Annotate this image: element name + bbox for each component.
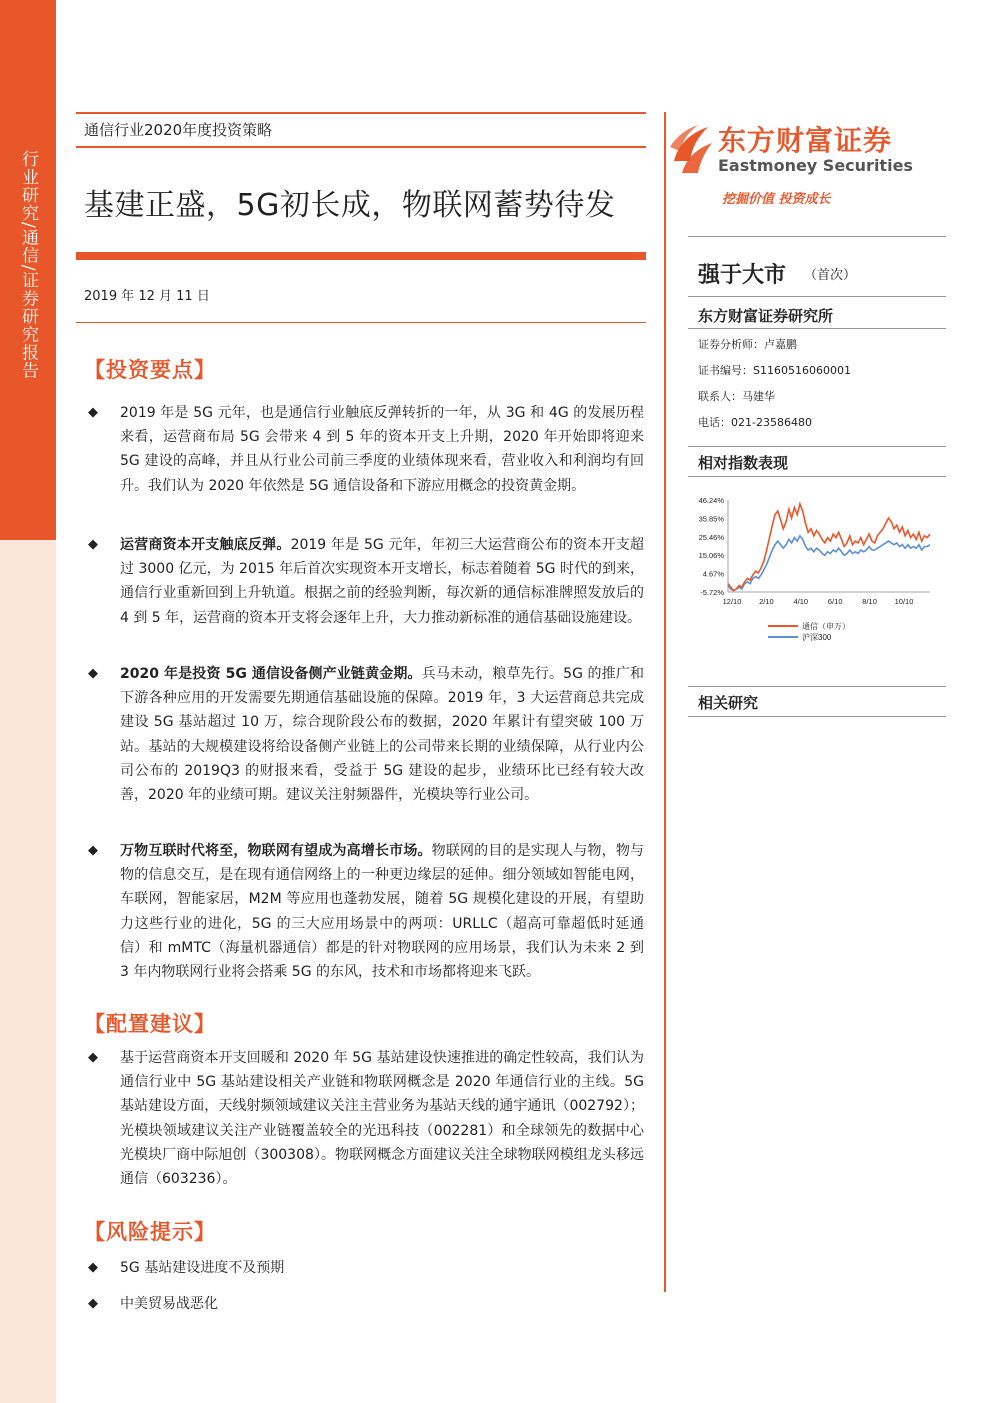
brand-name-en: Eastmoney Securities [718,156,913,175]
column-divider [664,112,666,1292]
contact-name: 联系人：马建华 [698,390,775,403]
phone-number: 电话：021-23586480 [698,416,812,429]
risk-item: 5G 基站建设进度不及预期 [120,1260,285,1276]
header-top-rule [76,112,646,114]
x-tick-label: 10/10 [894,597,914,606]
date-rule [76,322,646,323]
y-tick-label: 25.46% [698,532,724,542]
legend-label: 通信（申万） [802,622,850,631]
x-tick-label: 6/10 [827,597,843,606]
bullet-diamond-icon: ◆ [88,843,98,858]
side-rule [688,476,946,477]
rating-label: 强于大市 [698,263,787,288]
point-paragraph: 2020 年是投资 5G 通信设备侧产业链黄金期。兵马未动，粮草先行。5G 的推广和下游各种应用的开发需要先期通信基础设施的保障。2019 年，3 大运营商总共完成建设 5G 基站超过 10 万，综合现阶段公布的数据，2020 年累计有望突破 100 万站。基站的大规模建设将给设备侧产业链上的公司带来长期的业绩保障，从行业内公司公布的 2019Q3 的财报来看，受益于 5G 建设的起步，业绩环比已经有较大改善，2020 年的业绩可期。建议关注射频器件，光模块等行业公司。 [120,666,644,804]
y-tick-label: -5.72% [700,588,724,597]
bullet-diamond-icon: ◆ [88,405,98,420]
header-rule [76,146,646,148]
side-rule [688,328,946,329]
side-rule [688,686,946,687]
section-invest-points: 【投资要点】 [84,358,216,382]
y-tick-label: 46.24% [698,496,724,505]
section-allocation: 【配置建议】 [84,1012,216,1036]
cert-number: 证书编号：S1160516060001 [698,364,851,377]
title-underbar [76,252,646,260]
chart-section-title: 相对指数表现 [698,454,789,472]
allocation-paragraph: 基于运营商资本开支回暖和 2020 年 5G 基站建设快速推进的确定性较高，我们认为通信行业中 5G 基站建设相关产业链和物联网概念是 2020 年通信行业的主线。5G 基站建设方面，天线射频领域建议关注主营业务为基站天线的通宇通讯（002792）；光模块领域建议关注产业链覆盖较全的光迅科技（002281）和全球领先的数据中心光模块厂商中际旭创（300308）。物联网概念方面建议关注全球物联网模组龙头移远通信（603236）。 [120,1050,644,1188]
x-tick-label: 8/10 [862,597,877,606]
bullet-diamond-icon: ◆ [88,666,98,681]
bullet-diamond-icon: ◆ [88,1050,98,1065]
bullet-diamond-icon: ◆ [88,537,98,552]
brand-name-cn: 东方财富证券 [718,124,893,157]
rating-note: （首次） [804,268,857,283]
x-tick-label: 2/10 [759,597,774,606]
relative-index-chart [688,488,948,648]
point-paragraph: 万物互联时代将至，物联网有望成为高增长市场。物联网的目的是实现人与物，物与物的信息交互，是在现有通信网络上的一种更边缘层的延伸。细分领域如智能电网，车联网，智能家居，M2M 等应用也蓬勃发展，随着 5G 规模化建设的开展，有望助力这些行业的进化，5G 的三大应用场景中的两项：URLLC（超高可靠超低时延通信）和 mMTC（海量机器通信）都是的针对物联网的应用场景，我们认为未来 2 到 3 年内物联网行业将会搭乘 5G 的东风，技术和市场都将迎来飞跃。 [120,843,645,981]
point-paragraph: 运营商资本开支触底反弹。2019 年是 5G 元年，年初三大运营商公布的资本开支超过 3000 亿元，为 2015 年后首次实现资本开支增长，标志着随着 5G 时代的到来，通信行业重新回到上升轨道。根据之前的经验判断，每次新的通信标准牌照发放后的 4 到 5 年，运营商的资本开支将会逐年上升，大力推动新标准的通信基础设施建设。 [120,537,645,626]
page-title: 基建正盛，5G初长成，物联网蓄势待发 [84,188,616,223]
analyst-name: 证券分析师：卢嘉鹏 [698,338,797,351]
related-research-title: 相关研究 [698,694,759,712]
side-rule [688,446,946,447]
bullet-diamond-icon: ◆ [88,1260,98,1275]
institute-name: 东方财富证券研究所 [698,307,834,325]
y-tick-label: 15.06% [698,551,724,561]
point-paragraph: 2019 年是 5G 元年，也是通信行业触底反弹转折的一年，从 3G 和 4G 的发展历程来看，运营商布局 5G 会带来 4 到 5 年的资本开支上升期，2020 年开始即将迎来 5G 建设的高峰，并且从行业公司前三季度的业绩体现来看，营业收入和利润均有回升。我们认为 2020 年依然是 5G 通信设备和下游应用概念的投资黄金期。 [120,405,644,494]
risk-item: 中美贸易战恶化 [120,1296,218,1312]
series-line [728,536,930,591]
report-category-label: 行业研究/通信/证券研究报告 [18,150,38,380]
side-rule [688,296,946,297]
series-title: 通信行业2020年度投资策略 [84,121,273,139]
brand-slogan: 挖掘价值 投资成长 [722,192,831,207]
report-date: 2019 年 12 月 11 日 [84,289,210,304]
section-risk: 【风险提示】 [84,1220,216,1244]
eastmoney-logo-icon [668,117,716,177]
bullet-diamond-icon: ◆ [88,1296,98,1311]
legend-label: 沪深300 [802,633,832,642]
x-tick-label: 4/10 [793,597,809,606]
x-tick-label: 12/10 [722,597,742,606]
side-rule [688,236,946,237]
y-tick-label: 35.85% [698,514,724,524]
y-tick-label: 4.67% [702,569,724,579]
side-rule [688,716,946,717]
